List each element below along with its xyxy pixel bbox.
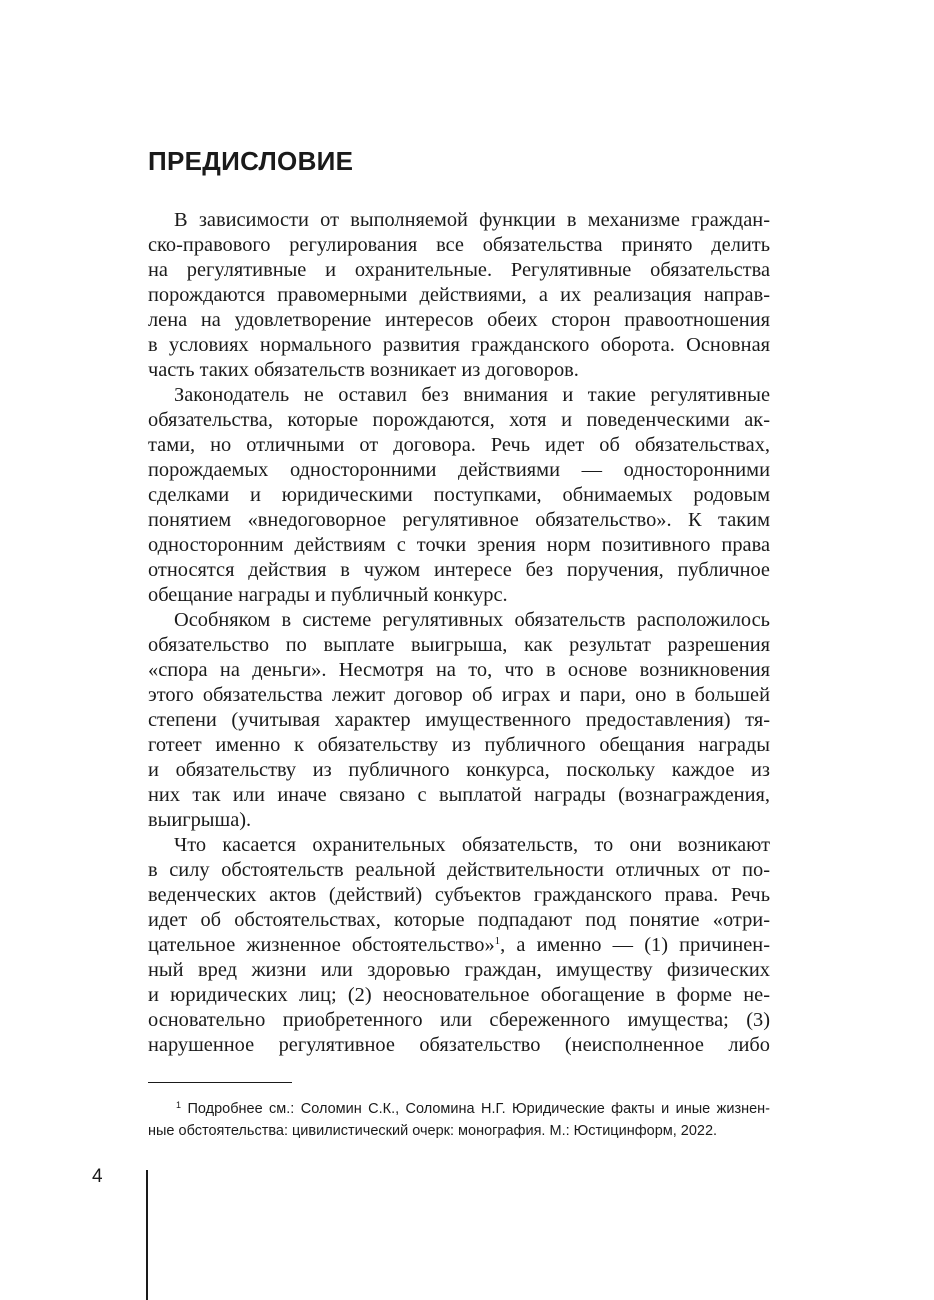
- text-line: в силу обстоятельств реальной действительности отличных от по-: [148, 859, 770, 881]
- text-line: В зависимости от выполняемой функции в механизме граждан-: [174, 209, 770, 231]
- footnote: [148, 1098, 770, 1142]
- text-line: основательно приобретенного или сбереженного имущества; (3): [148, 1009, 770, 1031]
- page-number: 4: [92, 1166, 103, 1187]
- text-fragment: , а именно — (1) причинен-: [500, 934, 770, 956]
- paragraph-1: [148, 208, 770, 383]
- text-line: выигрыша).: [148, 809, 252, 831]
- text-line: в условиях нормального развития гражданского оборота. Основная: [148, 334, 770, 356]
- text-line: и юридических лиц; (2) неосновательное обогащение в форме не-: [148, 984, 770, 1006]
- text-line: часть таких обязательств возникает из договоров.: [148, 359, 579, 381]
- footnote-line: [148, 1098, 770, 1120]
- text-line: лена на удовлетворение интересов обеих сторон правоотношения: [148, 309, 770, 331]
- text-line: ный вред жизни или здоровью граждан, имуществу физических: [148, 959, 770, 981]
- text-line: Законодатель не оставил без внимания и такие регулятивные: [174, 384, 770, 406]
- text-line: порождаются правомерными действиями, а их реализация направ-: [148, 284, 770, 306]
- text-line: на регулятивные и охранительные. Регулятивные обязательства: [148, 259, 770, 281]
- text-line: «спора на деньги». Несмотря на то, что в основе возникновения: [148, 659, 770, 681]
- chapter-heading: ПРЕДИСЛОВИЕ: [148, 146, 354, 176]
- text-fragment: цательное жизненное обстоятельство»: [148, 934, 495, 956]
- text-line: и обязательству из публичного конкурса, поскольку каждое из: [148, 759, 770, 781]
- page-margin-rule: [146, 1170, 148, 1300]
- text-line: обещание награды и публичный конкурс.: [148, 584, 508, 606]
- body-text: [148, 208, 770, 1058]
- footnote-divider: [148, 1082, 292, 1083]
- paragraph-3: [148, 608, 770, 833]
- text-line-with-footnote: [148, 933, 770, 958]
- text-line: односторонним действиям с точки зрения норм позитивного права: [148, 534, 770, 556]
- text-line: готеет именно к обязательству из публичного обещания награды: [148, 734, 770, 756]
- text-line: сделками и юридическими поступками, обнимаемых родовым: [148, 484, 770, 506]
- footnote-line: ные обстоятельства: цивилистический очерк: монография. М.: Юстицинформ, 2022.: [148, 1123, 718, 1139]
- text-line: идет об обстоятельствах, которые подпадают под понятие «отри-: [148, 909, 770, 931]
- text-line: Что касается охранительных обязательств, то они возникают: [174, 834, 770, 856]
- text-line: степени (учитывая характер имущественного предоставления) тя-: [148, 709, 770, 731]
- text-line: нарушенное регулятивное обязательство (неисполненное либо: [148, 1034, 770, 1056]
- text-line: этого обязательства лежит договор об играх и пари, оно в большей: [148, 684, 770, 706]
- footnote-reference[interactable]: 1: [494, 935, 501, 947]
- text-line: тами, но отличными от договора. Речь идет об обязательствах,: [148, 434, 770, 456]
- footnote-text: Подробнее см.: Соломин С.К., Соломина Н.Г. Юридические факты и иные жизнен-: [187, 1101, 771, 1117]
- text-line: веденческих актов (действий) субъектов гражданского права. Речь: [148, 884, 770, 906]
- text-line: относятся действия в чужом интересе без поручения, публичное: [148, 559, 770, 581]
- text-line: порождаемых односторонними действиями — односторонними: [148, 459, 770, 481]
- text-line: Особняком в системе регулятивных обязательств расположилось: [174, 609, 770, 631]
- paragraph-2: [148, 383, 770, 608]
- paragraph-4: [148, 833, 770, 1058]
- text-line: понятием «внедоговорное регулятивное обязательство». К таким: [148, 509, 770, 531]
- text-line: обязательства, которые порождаются, хотя и поведенческими ак-: [148, 409, 770, 431]
- text-line: них так или иначе связано с выплатой награды (вознаграждения,: [148, 784, 770, 806]
- text-line: ско-правового регулирования все обязательства принято делить: [148, 234, 770, 256]
- text-line: обязательство по выплате выигрыша, как результат разрешения: [148, 634, 770, 656]
- footnote-marker: 1: [176, 1100, 182, 1110]
